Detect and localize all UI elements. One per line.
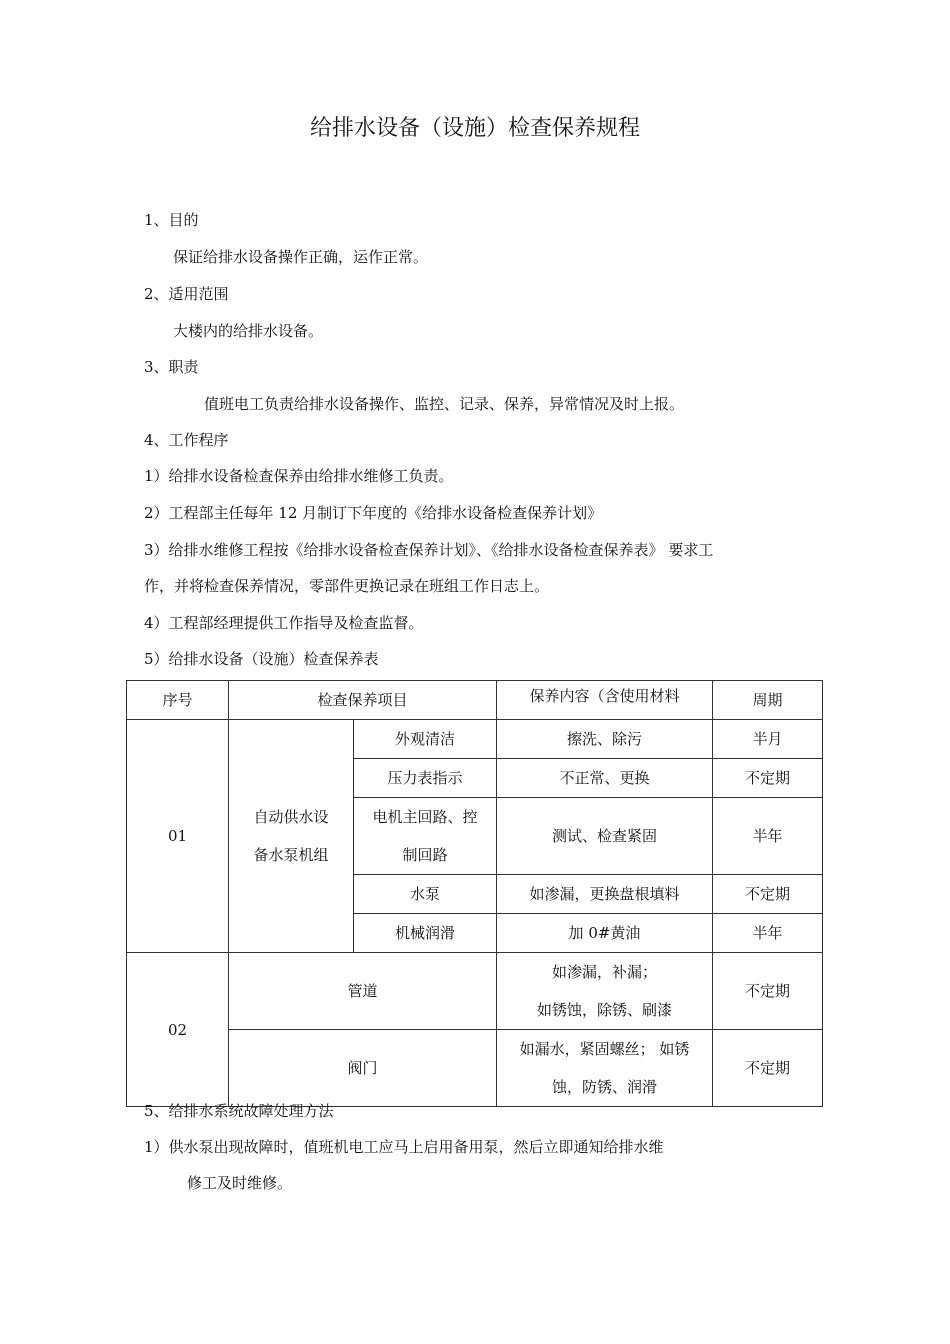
header-no: 序号 <box>127 681 229 720</box>
table-cell-content <box>497 1030 713 1107</box>
table-cell-content-line-1: 如漏水，紧固螺丝； 如锈 <box>519 1040 690 1058</box>
table-cell-content-line-2: 蚀，防锈、润滑 <box>551 1078 657 1096</box>
table-cell-part: 压力表指示 <box>354 759 497 798</box>
section-5-paragraph-1-cont: 修工及时维修。 <box>187 1174 293 1192</box>
table-cell-part-line-1: 电机主回路、控 <box>372 808 478 826</box>
section-4-paragraph-3-cont: 作，并将检查保养情况，零部件更换记录在班组工作日志上。 <box>144 577 550 595</box>
table-cell-period: 不定期 <box>713 875 823 914</box>
group-2-no: 02 <box>127 953 229 1107</box>
maintenance-table <box>126 680 823 1107</box>
group-1-equipment-line-2: 备水泵机组 <box>253 846 329 864</box>
table-cell-content <box>497 953 713 1030</box>
group-1-equipment-line-1: 自动供水设 <box>253 808 329 826</box>
table-cell-item: 管道 <box>229 953 497 1030</box>
section-4-paragraph-4: 4）工程部经理提供工作指导及检查监督。 <box>144 614 424 632</box>
section-4-heading: 4、工作程序 <box>144 431 229 449</box>
section-4-paragraph-3: 3）给排水维修工程按《给排水设备检查保养计划》、《给排水设备检查保养表》 要求工 <box>144 541 714 559</box>
table-cell-item: 阀门 <box>229 1030 497 1107</box>
header-period: 周期 <box>713 681 823 720</box>
table-cell-period: 不定期 <box>713 953 823 1030</box>
table-cell-content: 测试、检查紧固 <box>497 798 713 875</box>
section-4-paragraph-1: 1）给排水设备检查保养由给排水维修工负责。 <box>144 467 454 485</box>
table-cell-period: 不定期 <box>713 759 823 798</box>
section-3-heading: 3、职责 <box>144 358 199 376</box>
table-cell-part: 水泵 <box>354 875 497 914</box>
table-cell-content: 如渗漏，更换盘根填料 <box>497 875 713 914</box>
section-1-heading: 1、目的 <box>144 211 199 229</box>
table-cell-content-line-2: 如锈蚀，除锈、刷漆 <box>536 1001 672 1019</box>
table-cell-part: 外观清洁 <box>354 720 497 759</box>
section-4-paragraph-2: 2）工程部主任每年 12 月制订下年度的《给排水设备检查保养计划》 <box>144 504 603 522</box>
table-cell-period: 半月 <box>713 720 823 759</box>
section-2-body: 大楼内的给排水设备。 <box>173 322 324 340</box>
table-cell-content: 擦洗、除污 <box>497 720 713 759</box>
table-cell-period: 半年 <box>713 798 823 875</box>
group-1-no: 01 <box>127 720 229 953</box>
section-3-body: 值班电工负责给排水设备操作、监控、记录、保养，异常情况及时上报。 <box>204 395 685 413</box>
table-cell-period: 不定期 <box>713 1030 823 1107</box>
table-cell-period: 半年 <box>713 914 823 953</box>
document-title: 给排水设备（设施）检查保养规程 <box>309 116 640 141</box>
header-item: 检查保养项目 <box>229 681 497 720</box>
section-1-body: 保证给排水设备操作正确，运作正常。 <box>173 248 429 266</box>
group-1-equipment <box>229 720 354 953</box>
section-2-heading: 2、适用范围 <box>144 285 229 303</box>
table-cell-part-line-2: 制回路 <box>402 846 448 864</box>
section-5-paragraph-1: 1）供水泵出现故障时，值班机电工应马上启用备用泵，然后立即通知给排水维 <box>144 1138 664 1156</box>
section-4-paragraph-5: 5）给排水设备（设施）检查保养表 <box>144 650 379 668</box>
table-cell-content: 不正常、更换 <box>497 759 713 798</box>
header-content: 保养内容（含使用材料 <box>497 681 713 720</box>
section-5-heading: 5、给排水系统故障处理方法 <box>144 1102 334 1120</box>
table-cell-part: 机械润滑 <box>354 914 497 953</box>
table-cell-content: 加 0#黄油 <box>497 914 713 953</box>
table-cell-part <box>354 798 497 875</box>
table-cell-content-line-1: 如渗漏，补漏； <box>551 963 657 981</box>
